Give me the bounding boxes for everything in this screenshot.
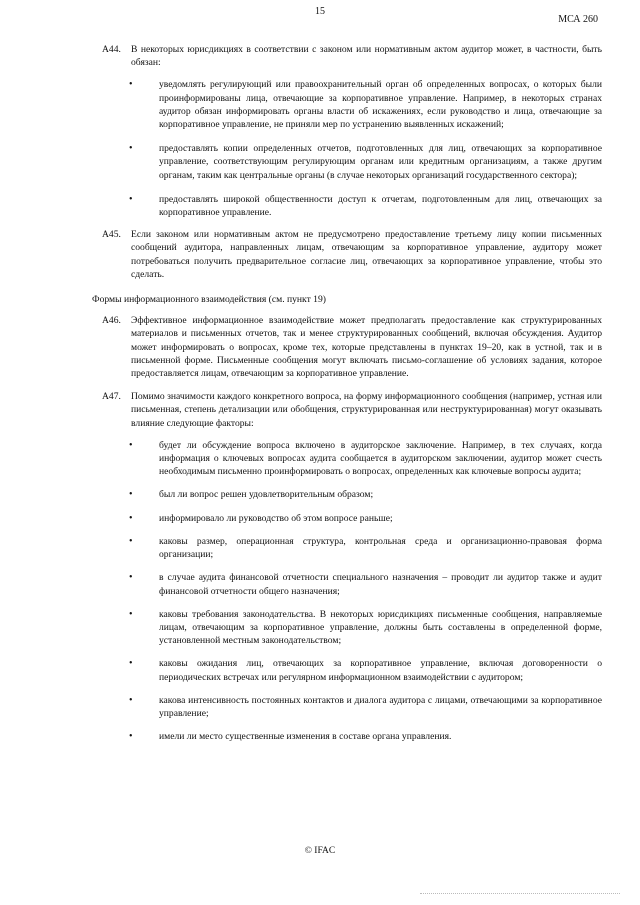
list-item-text: какова интенсивность постоянных контактов и диалога аудитора с лицами, отвечающими за корпоративное управление; [159,694,602,719]
footer-copyright: © IFAC [304,846,336,856]
list-item [129,439,602,479]
paragraph-number: A46. [102,315,121,327]
list-item [129,730,602,743]
list-item [129,571,602,597]
bullet-icon: • [129,193,133,205]
list-item-text: будет ли обсуждение вопроса включено в аудиторское заключение. Например, в тех случаях, когда информация о ключевых вопросах аудита сообщается в аудиторском заключении, аудитор может счесть необходимым письменно проинформировать о вопросах, определенных как ключевые вопросы аудита; [159,439,602,478]
paragraph-text: Помимо значимости каждого конкретного вопроса, на форму информационного сообщения (например, устная или письменная, степень детализации или обобщения, структурированная или неструктурированная) могут оказывать влияние следующие факторы: [131,391,602,429]
list-item-text: был ли вопрос решен удовлетворительным образом; [159,489,374,501]
bullet-icon: • [129,731,133,743]
bullet-icon: • [129,512,133,524]
bullet-icon: • [129,572,133,584]
list-item-text: в случае аудита финансовой отчетности специального назначения – проводит ли аудитор также и аудит финансовой отчетности общего назначения; [159,572,602,597]
bullet-icon: • [129,79,133,91]
bullet-icon: • [129,535,133,547]
paragraph-number: A47. [102,391,121,403]
list-item-text: каковы размер, операционная структура, контрольная среда и организационно-правовая форма организации; [159,535,602,561]
list-item [129,608,602,648]
bullet-icon: • [129,658,133,670]
paragraph-a45 [102,228,602,281]
list-item [129,142,602,182]
paragraph-number: A45. [102,229,121,241]
bullet-icon: • [129,143,133,155]
page-number: 15 [315,6,325,17]
bullet-list-a47 [0,439,640,743]
paragraph-text: В некоторых юрисдикциях в соответствии с законом или нормативным актом аудитор может, в частности, быть обязан: [131,44,602,69]
document-code: МСА 260 [558,14,598,25]
paragraph-a47 [102,390,602,430]
bullet-icon: • [129,694,133,706]
list-item-text: имели ли место существенные изменения в составе органа управления. [159,731,452,743]
paragraph-number: A44. [102,44,121,55]
list-item [129,657,602,683]
page-content [0,43,640,743]
section-heading: Формы информационного взаимодействия (см. пункт 19) [92,294,326,306]
list-item [129,193,602,219]
list-item [129,488,602,501]
paragraph-text: Если законом или нормативным актом не предусмотрено предоставление третьему лицу копии письменных сообщений аудитора, направленных лицам, отвечающим за корпоративное управление, аудитору может потребоваться получить предварительное согласие лиц, отвечающих за корпоративное управление, чтобы это сделать. [131,229,602,280]
bullet-icon: • [129,489,133,501]
list-item [129,512,602,525]
paragraph-a44 [102,43,602,69]
bullet-list-a44 [0,78,640,219]
list-item-text: каковы требования законодательства. В некоторых юрисдикциях письменные сообщения, направляемые лицам, отвечающим за корпоративное управление, должны быть составлены в определенной форме, установленной местным законодательством; [159,608,602,647]
paragraph-text: Эффективное информационное взаимодействие может предполагать предоставление как структурированных материалов и письменных отчетов, так и менее структурированных сообщений, включая обсуждения. Аудитор может информировать о вопросах, кроме тех, которые представлены в пунктах 19–20, как в устной, так и в письменной форме. Письменные сообщения могут включать письмо-соглашение об условиях задания, которое предоставляется лицам, отвечающим за корпоративное управление. [131,315,602,380]
list-item [129,78,602,131]
scan-edge-line [420,893,620,894]
list-item-text: каковы ожидания лиц, отвечающих за корпоративное управление, включая договоренности о периодических встречах или регулярном информационном взаимодействии с аудитором; [159,658,602,683]
paragraph-a46 [102,314,602,380]
bullet-icon: • [129,439,133,451]
list-item [129,694,602,720]
list-item-text: информировало ли руководство об этом вопросе раньше; [159,512,393,524]
list-item-text: предоставлять копии определенных отчетов, подготовленных для лиц, отвечающих за корпоративное управление, соответствующим регулирующим органам или кредитным организациям, а также другим органам, таким как центральные органы (в случае некоторых организаций государственного сектора); [159,143,602,181]
list-item-text: предоставлять широкой общественности доступ к отчетам, подготовленным для лиц, отвечающих за корпоративное управление. [159,193,602,219]
list-item-text: уведомлять регулирующий или правоохранительный орган об определенных вопросах, о которых были проинформированы лица, отвечающие за корпоративное управление. Например, в некоторых странах аудитор обязан информировать органы власти об искажениях, если руководство и лица, отвечающие за корпоративное управление, не приняли мер по устранению выявленных искажений; [159,79,602,131]
list-item [129,535,602,561]
bullet-icon: • [129,608,133,620]
